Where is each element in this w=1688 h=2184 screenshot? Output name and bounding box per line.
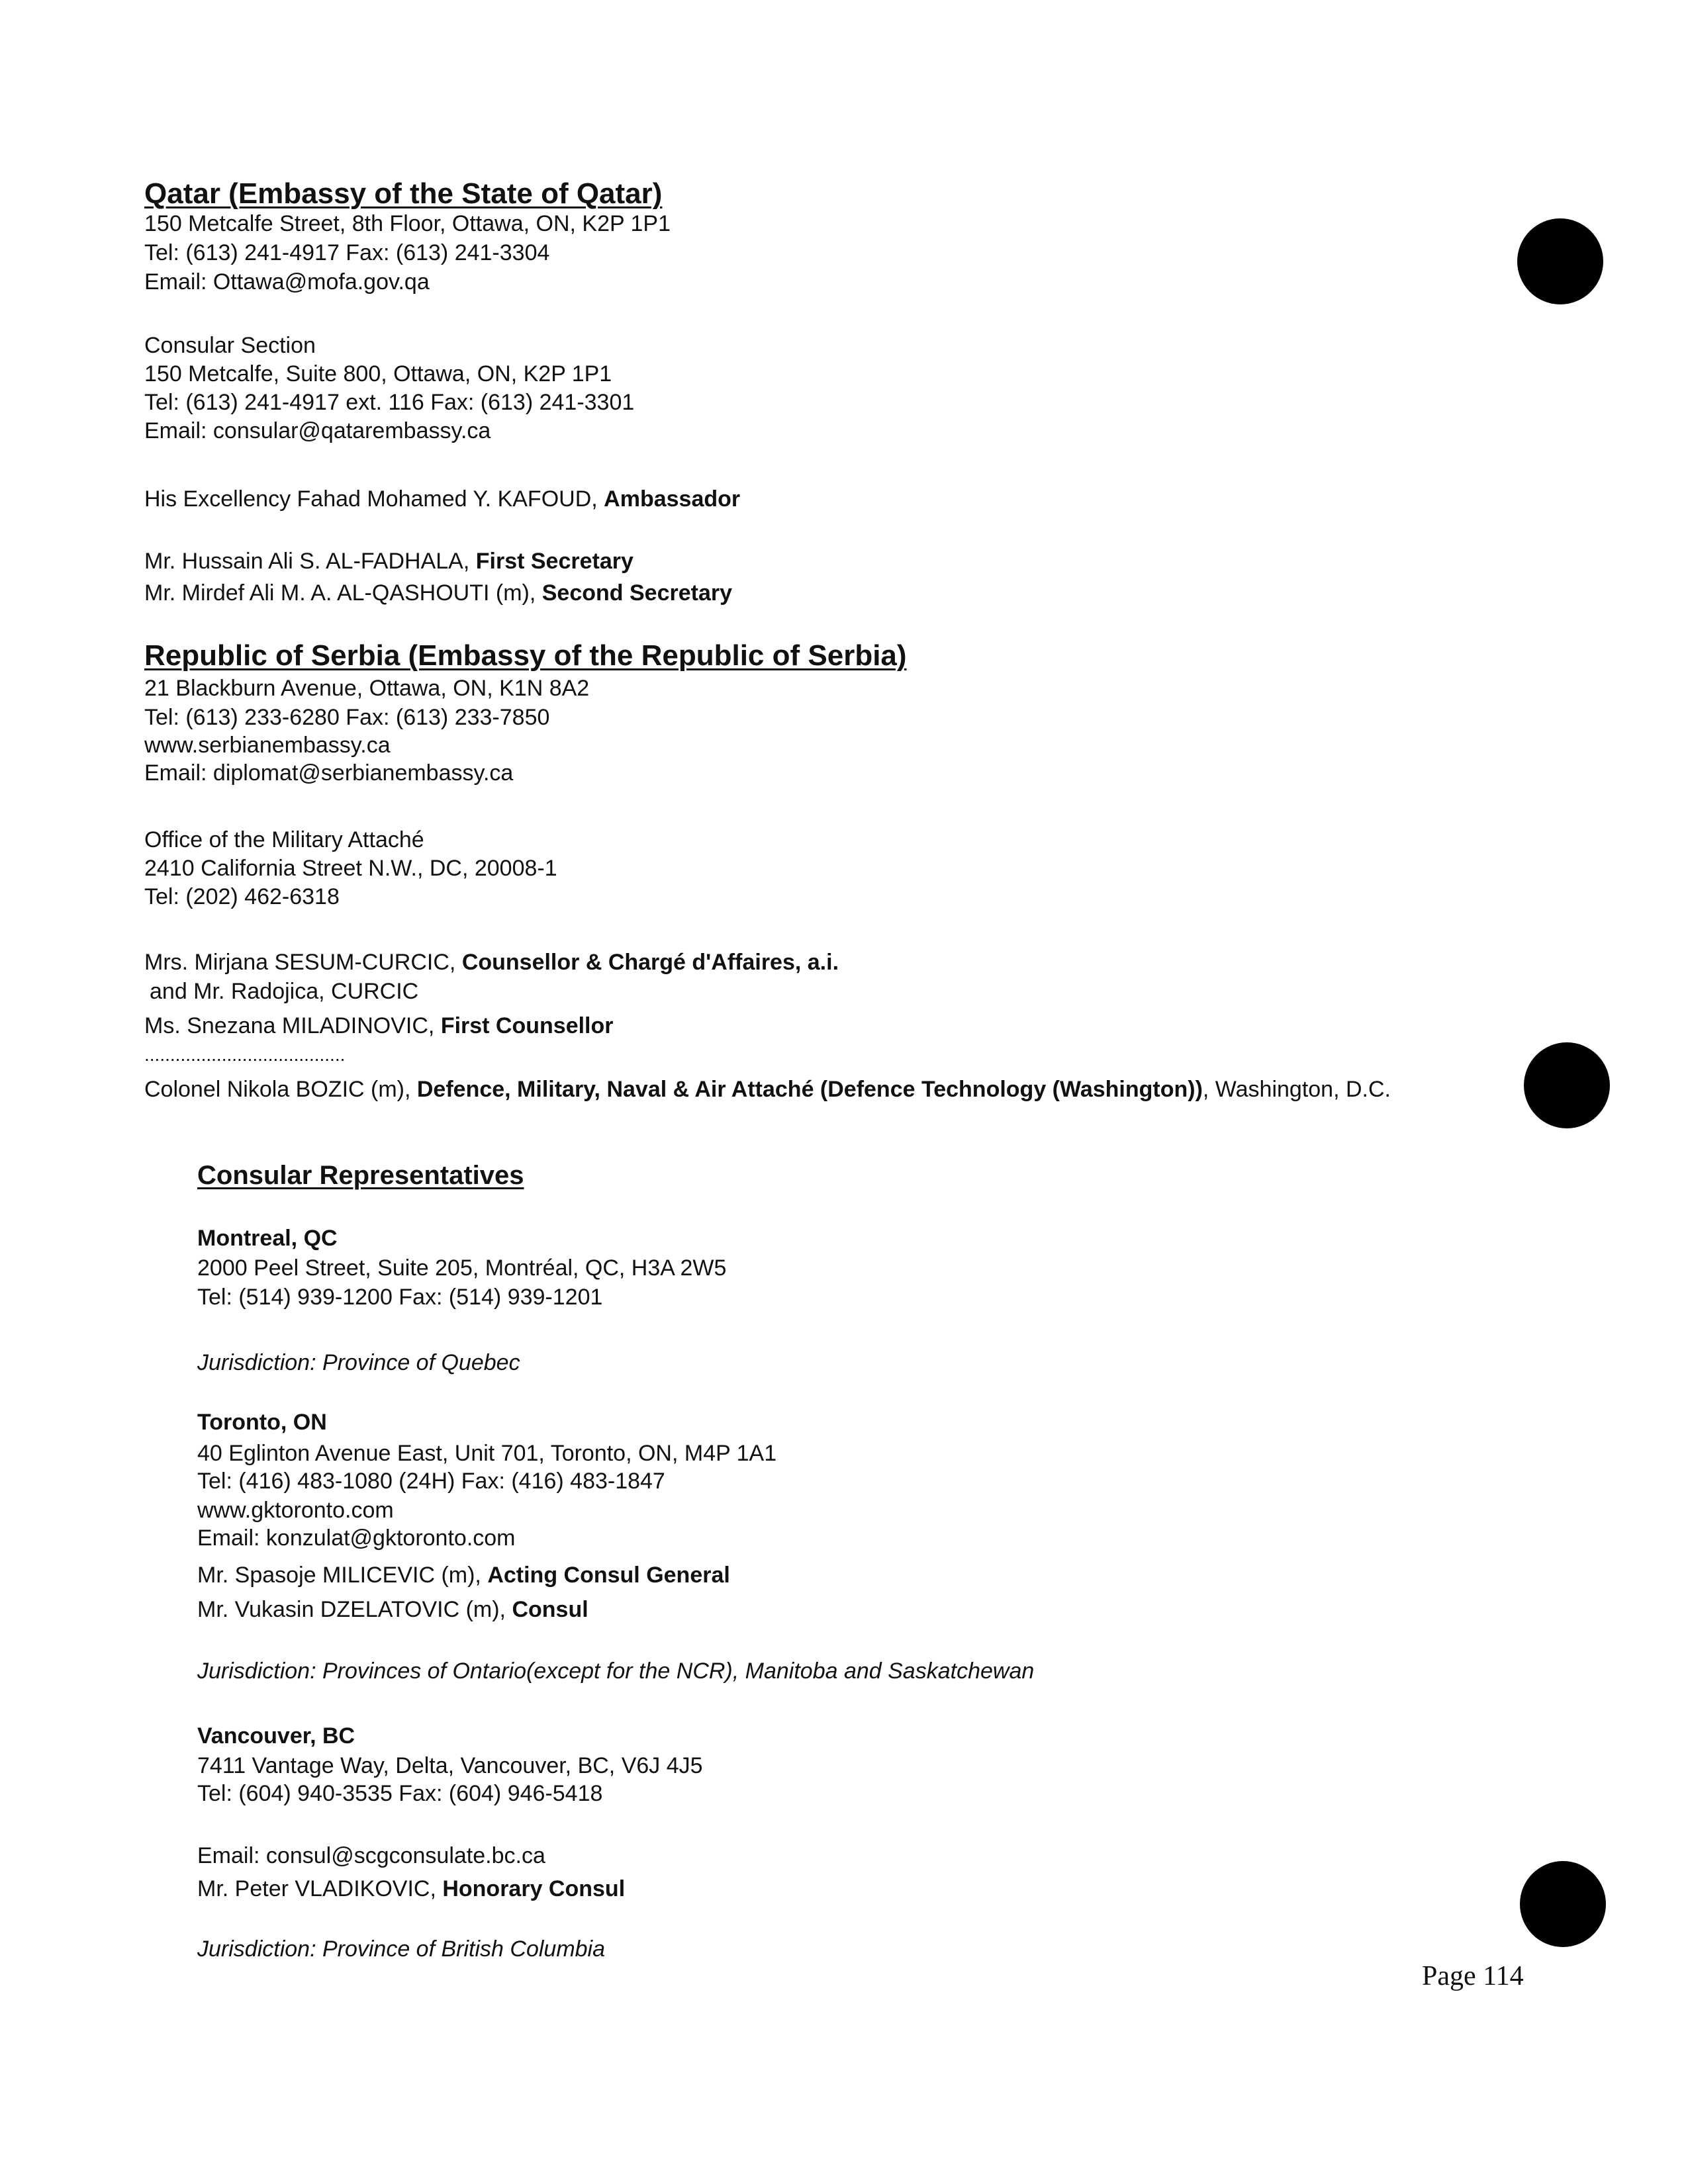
staff-entry	[197, 1596, 588, 1623]
staff-title: First Secretary	[475, 549, 633, 574]
vancouver-tel: Tel: (604) 940-3535 Fax: (604) 946-5418	[197, 1781, 603, 1806]
qatar-consular-email: Email: consular@qatarembassy.ca	[144, 418, 491, 443]
toronto-city: Toronto, ON	[197, 1410, 327, 1435]
toronto-address: 40 Eglinton Avenue East, Unit 701, Toronto, ON, M4P 1A1	[197, 1441, 777, 1466]
toronto-email: Email: konzulat@gktoronto.com	[197, 1525, 516, 1551]
binder-hole	[1517, 218, 1603, 304]
montreal-jurisdiction: Jurisdiction: Province of Quebec	[197, 1350, 520, 1375]
vancouver-city: Vancouver, BC	[197, 1723, 355, 1749]
serbia-email: Email: diplomat@serbianembassy.ca	[144, 760, 514, 786]
separator-dots: .......................................	[144, 1044, 346, 1065]
staff-entry	[197, 1876, 625, 1902]
staff-name: Ms. Snezana MILADINOVIC,	[144, 1013, 441, 1038]
staff-entry	[144, 1013, 614, 1039]
serbia-military-tel: Tel: (202) 462-6318	[144, 884, 340, 909]
staff-name: Mrs. Mirjana SESUM-CURCIC,	[144, 950, 462, 975]
page-number: Page 114	[1422, 1961, 1524, 1991]
consular-heading: Consular Representatives	[197, 1161, 524, 1190]
vancouver-jurisdiction: Jurisdiction: Province of British Columbia	[197, 1936, 606, 1962]
qatar-consular-title: Consular Section	[144, 333, 316, 358]
staff-entry	[144, 580, 732, 606]
staff-title: Acting Consul General	[487, 1563, 730, 1588]
qatar-email: Email: Ottawa@mofa.gov.qa	[144, 269, 430, 295]
staff-name: Mr. Mirdef Ali M. A. AL-QASHOUTI (m),	[144, 580, 542, 606]
staff-name: His Excellency Fahad Mohamed Y. KAFOUD,	[144, 486, 604, 512]
toronto-jurisdiction: Jurisdiction: Provinces of Ontario(except for the NCR), Manitoba and Saskatchewan	[197, 1659, 1035, 1684]
staff-entry	[144, 548, 633, 574]
staff-title: Second Secretary	[541, 580, 733, 606]
montreal-tel: Tel: (514) 939-1200 Fax: (514) 939-1201	[197, 1285, 603, 1310]
serbia-address: 21 Blackburn Avenue, Ottawa, ON, K1N 8A2	[144, 676, 590, 701]
vancouver-email: Email: consul@scgconsulate.bc.ca	[197, 1843, 545, 1868]
staff-title: Defence, Military, Naval & Air Attaché (Defence Technology (Washington))	[416, 1077, 1203, 1102]
qatar-address: 150 Metcalfe Street, 8th Floor, Ottawa, ON, K2P 1P1	[144, 211, 671, 236]
staff-entry	[144, 949, 839, 976]
montreal-city: Montreal, QC	[197, 1226, 338, 1251]
toronto-tel: Tel: (416) 483-1080 (24H) Fax: (416) 483-1847	[197, 1469, 665, 1494]
montreal-address: 2000 Peel Street, Suite 205, Montréal, QC, H3A 2W5	[197, 1255, 727, 1281]
qatar-consular-tel: Tel: (613) 241-4917 ext. 116 Fax: (613) 241-3301	[144, 390, 635, 415]
binder-hole	[1520, 1861, 1606, 1947]
staff-title: Ambassador	[604, 486, 741, 512]
staff-title: Consul	[512, 1597, 588, 1622]
serbia-web: www.serbianembassy.ca	[144, 733, 391, 758]
staff-name: Mr. Hussain Ali S. AL-FADHALA,	[144, 549, 476, 574]
staff-name: Mr. Peter VLADIKOVIC,	[197, 1876, 443, 1901]
qatar-tel: Tel: (613) 241-4917 Fax: (613) 241-3304	[144, 240, 550, 265]
binder-hole	[1524, 1042, 1610, 1128]
staff-entry	[197, 1562, 730, 1588]
staff-title: Honorary Consul	[442, 1876, 626, 1901]
serbia-military-title: Office of the Military Attaché	[144, 827, 424, 852]
serbia-heading: Republic of Serbia (Embassy of the Republic of Serbia)	[144, 639, 907, 672]
qatar-consular-address: 150 Metcalfe, Suite 800, Ottawa, ON, K2P 1P1	[144, 361, 612, 387]
qatar-heading: Qatar (Embassy of the State of Qatar)	[144, 177, 663, 210]
staff-suffix: , Washington, D.C.	[1202, 1077, 1391, 1102]
staff-entry	[144, 486, 740, 512]
staff-name: Mr. Vukasin DZELATOVIC (m),	[197, 1597, 512, 1622]
vancouver-address: 7411 Vantage Way, Delta, Vancouver, BC, V6J 4J5	[197, 1753, 703, 1778]
serbia-tel: Tel: (613) 233-6280 Fax: (613) 233-7850	[144, 705, 550, 730]
staff-spouse: and Mr. Radojica, CURCIC	[150, 979, 419, 1004]
serbia-military-address: 2410 California Street N.W., DC, 20008-1	[144, 856, 557, 881]
staff-title: Counsellor & Chargé d'Affaires, a.i.	[461, 950, 839, 975]
staff-entry	[144, 1076, 1391, 1103]
staff-name: Mr. Spasoje MILICEVIC (m),	[197, 1563, 488, 1588]
staff-title: First Counsellor	[440, 1013, 614, 1038]
toronto-web: www.gktoronto.com	[197, 1498, 394, 1523]
staff-name: Colonel Nikola BOZIC (m),	[144, 1077, 417, 1102]
